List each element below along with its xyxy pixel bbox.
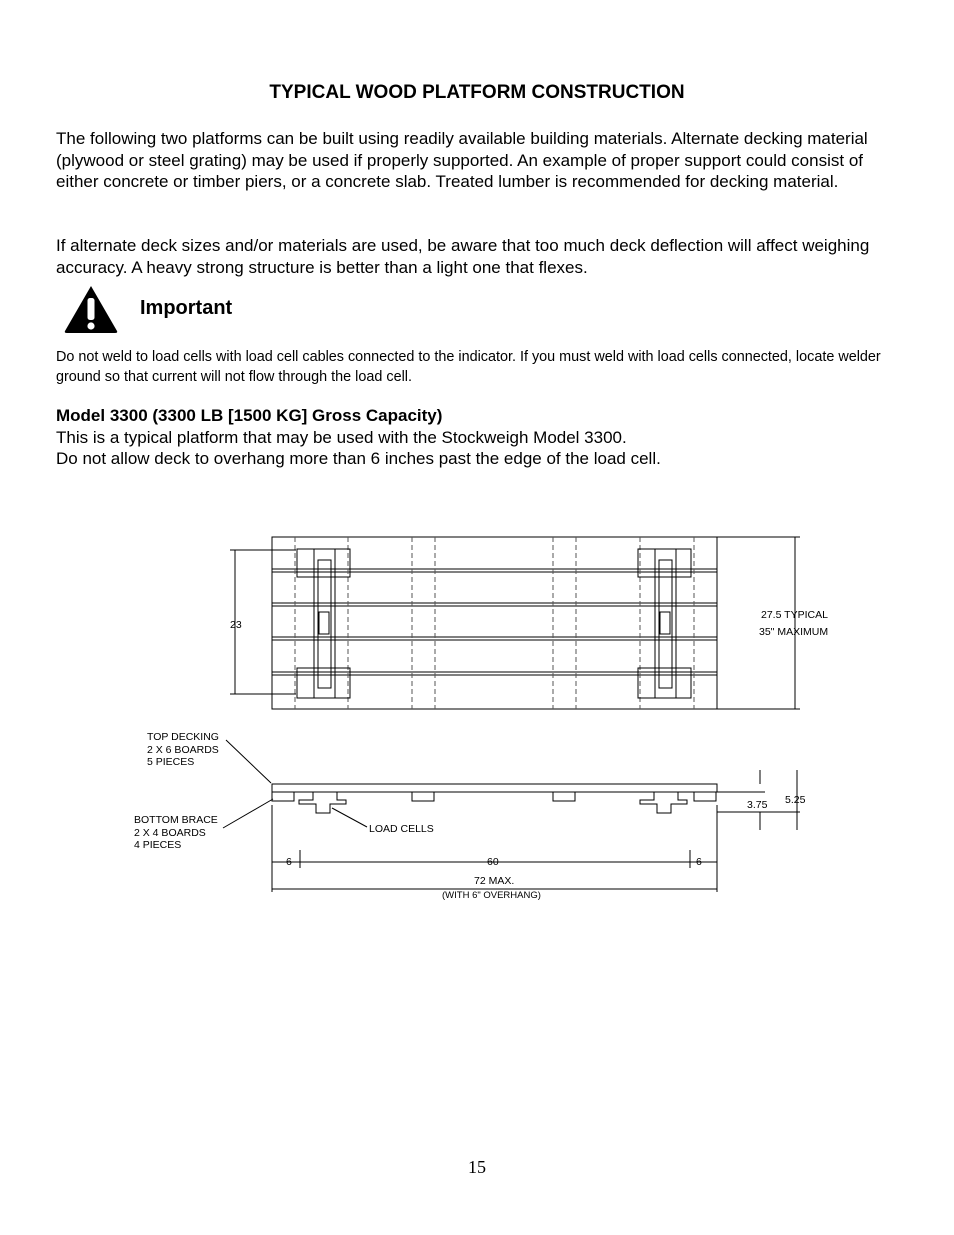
dim-72-max: 72 MAX.: [474, 875, 515, 887]
dim-60: 60: [487, 856, 499, 868]
dim-5-25: 5.25: [785, 794, 806, 806]
page-title: TYPICAL WOOD PLATFORM CONSTRUCTION: [269, 82, 685, 103]
dim-3-75: 3.75: [747, 799, 768, 811]
model-line-2: Do not allow deck to overhang more than 6 inches past the edge of the load cell.: [56, 449, 661, 468]
important-heading: Important: [140, 297, 233, 319]
intro-paragraph-1: The following two platforms can be built using readily available building materials. Alternate decking material (plywood or steel grating) may be used if properly supported. An example of proper support could consist of either concrete or timber piers, or a concrete slab. Treated lumber is recommended for decking material.: [56, 129, 868, 191]
bottom-brace-label-3: 4 PIECES: [134, 839, 182, 851]
dim-overhang: (WITH 6" OVERHANG): [442, 890, 541, 901]
dim-maximum: 35" MAXIMUM: [759, 626, 828, 638]
page-number: 15: [468, 1157, 486, 1177]
bottom-brace-label-1: BOTTOM BRACE: [134, 814, 218, 826]
top-decking-label-1: TOP DECKING: [147, 731, 219, 743]
weld-warning-text: Do not weld to load cells with load cell cables connected to the indicator. If you must weld with load cells connected, locate welder ground so that current will not flow through the load cell.: [56, 349, 881, 385]
model-heading: Model 3300 (3300 LB [1500 KG] Gross Capacity): [56, 406, 443, 425]
platform-drawing: [128, 528, 828, 908]
warning-triangle-icon: [63, 284, 119, 334]
model-section: [56, 405, 916, 470]
top-decking-label-3: 5 PIECES: [147, 756, 195, 768]
dim-typical: 27.5 TYPICAL: [761, 609, 828, 621]
load-cells-label: LOAD CELLS: [369, 823, 434, 835]
dim-6-right: 6: [696, 856, 702, 868]
dim-6-left: 6: [286, 856, 292, 868]
bottom-brace-label-2: 2 X 4 BOARDS: [134, 827, 206, 839]
dim-23: 23: [230, 619, 242, 631]
top-decking-label-2: 2 X 6 BOARDS: [147, 744, 219, 756]
model-line-1: This is a typical platform that may be used with the Stockweigh Model 3300.: [56, 427, 627, 447]
intro-paragraph-2: If alternate deck sizes and/or materials are used, be aware that too much deck deflection will affect weighing accuracy. A heavy strong structure is better than a light one that flexes.: [56, 236, 870, 277]
